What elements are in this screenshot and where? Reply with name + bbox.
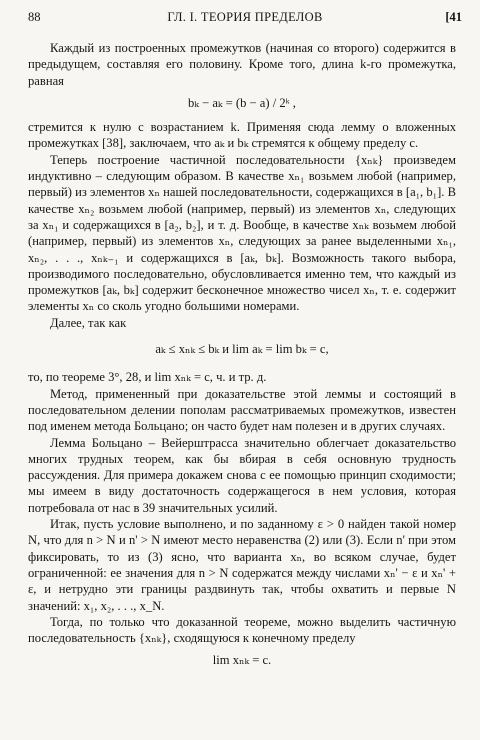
running-title: ГЛ. I. ТЕОРИЯ ПРЕДЕЛОВ bbox=[167, 10, 323, 24]
page-body bbox=[28, 40, 456, 677]
paragraph-6: Метод, примененный при доказательстве этой леммы и состоящий в последовательном делении пополам рассматриваемых промежутков, известен под именем метода Больцано; он часто будет нам полезен и в других случаях. bbox=[28, 386, 456, 434]
paragraph-1: Каждый из построенных промежутков (начиная со второго) содержится в предыдущем, составляя его половину. Кроме того, длина k-го промежутка, равная bbox=[28, 41, 456, 88]
paragraph-5: то, по теореме 3°, 28, и lim xₙₖ = c, ч. и тр. д. bbox=[28, 370, 267, 385]
paragraph-7: Лемма Больцано – Вейерштрасса значительно облегчает доказательство многих трудных теорем, как бы вбирая в себя основную трудность рассуждения. Для примера докажем снова с ее помощью принцип сходимости; мы имеем в виду достаточность содержащегося в нем условия, которая потребовала от нас в 39 значительных усилий. bbox=[28, 435, 456, 515]
page-number: 88 bbox=[28, 10, 41, 24]
formula-squeeze: aₖ ≤ xₙₖ ≤ bₖ и lim aₖ = lim bₖ = c, bbox=[155, 342, 329, 357]
paragraph-9: Тогда, по только что доказанной теореме, можно выделить частичную последовательность {xₙₖ}, сходящуюся к конечному пределу bbox=[28, 614, 456, 646]
running-header bbox=[28, 10, 462, 28]
paragraph-4: Далее, так как bbox=[50, 315, 127, 330]
section-number: [41 bbox=[445, 10, 462, 24]
formula-limit: lim xₙₖ = c. bbox=[212, 653, 272, 668]
paragraph-2: стремится к нулю с возрастанием k. Применяя сюда лемму о вложенных промежутках [38], заключаем, что aₖ и bₖ стремятся к общему пределу c. bbox=[28, 120, 456, 151]
paragraph-3: Теперь построение частичной последовательности {xₙₖ} произведем индуктивно – следующим образом. В качестве xₙ₁ возьмем любой (например, первый) из элементов xₙ нашей последовательности, содержащихся в [a₁, b₁]. В качестве xₙ₂ возьмем любой (например, первый) из элементов xₙ, следующих за xₙ₁ и содержащихся в [a₂, b₂], и т. д. Вообще, в качестве xₙₖ возьмем любой (например, первый) из элементов xₙ, следующих за ранее выделенными xₙ₁, xₙ₂, . . ., xₙₖ₋₁ и содержащихся в [aₖ, bₖ]. Возможность такого выбора, производимого последовательно, обусловливается именно тем, что каждый из промежутков [aₖ, bₖ] содержит бесконечное множество чисел xₙ, т. е. содержит элементы xₙ со сколь угодно большими номерами. bbox=[28, 152, 456, 314]
paragraph-8: Итак, пусть условие выполнено, и по заданному ε > 0 найден такой номер N, что для n > N и n' > N имеют место неравенства (2) или (3). Если n' при этом фиксировать, то из (3) ясно, что варианта xₙ, во всяком случае, будет ограниченной: ее значения для n > N содержатся между числами xₙ' − ε и xₙ' + ε, и нетрудно эти границы раздвинуть так, чтобы охватить и первые N значений: x₁, x₂, . . ., x_N. bbox=[28, 517, 456, 613]
formula-interval-length: bₖ − aₖ = (b − a) / 2ᵏ , bbox=[188, 95, 296, 110]
